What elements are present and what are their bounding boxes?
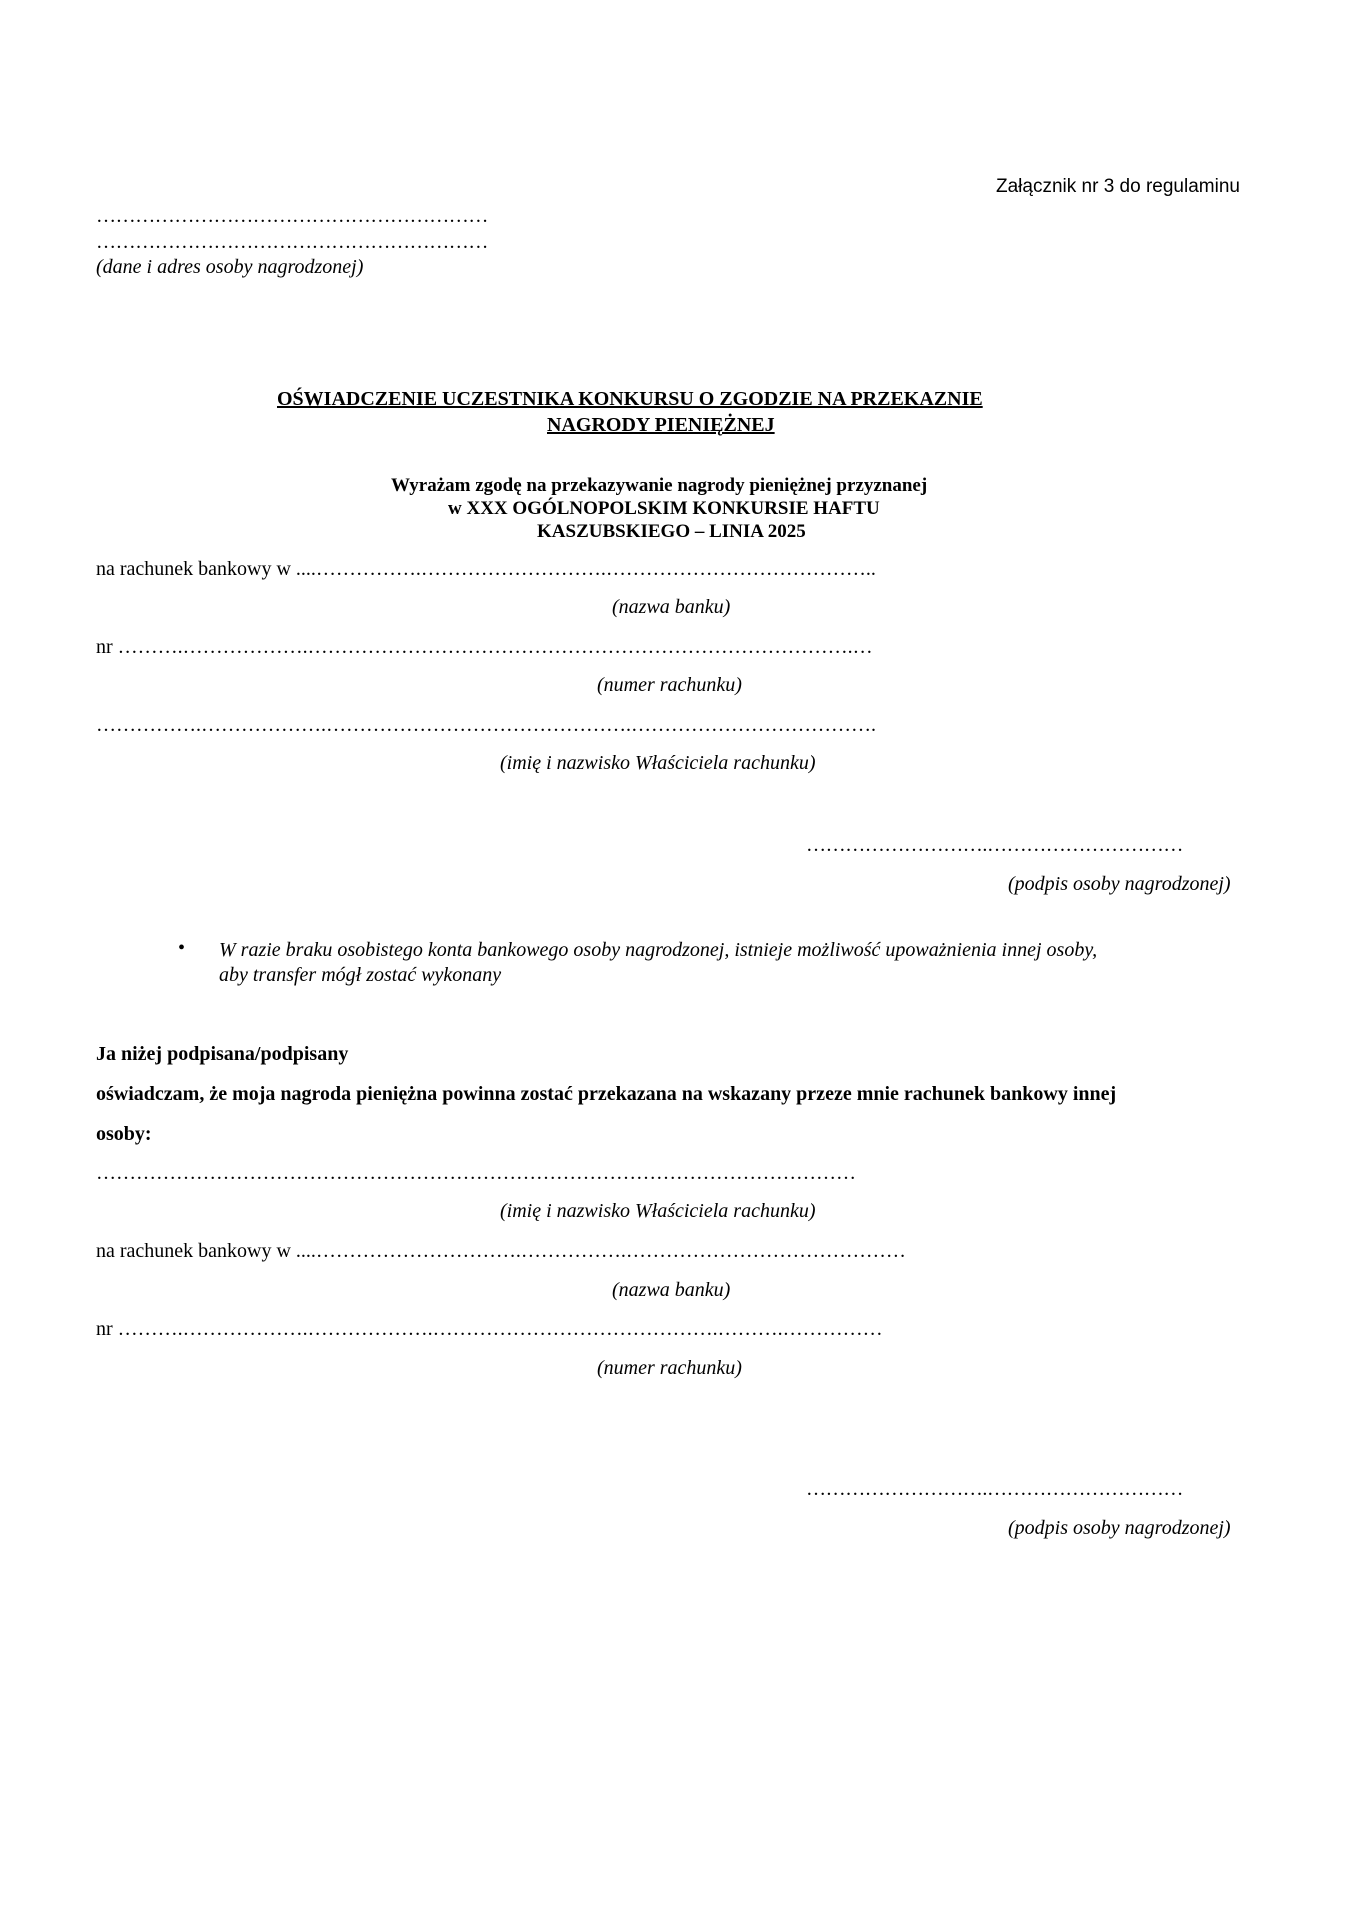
account-owner-field-1[interactable]: …………….……………….……………………………………….………………………………. (96, 714, 876, 736)
document-title-line-1: OŚWIADCZENIE UCZESTNIKA KONKURSU O ZGODZIE NA PRZEKAZNIE (277, 388, 983, 410)
consent-line-3: KASZUBSKIEGO – LINIA 2025 (537, 521, 806, 542)
bank-name-field-1[interactable]: na rachunek bankowy w ....…………….……………………….………………………………….. (96, 558, 876, 580)
bank-name-caption-2: (nazwa banku) (612, 1279, 731, 1301)
note-line-1: W razie braku osobistego konta bankowego osoby nagrodzonej, istnieje możliwość upoważnienia innej osoby, (219, 939, 1098, 961)
annex-label: Załącznik nr 3 do regulaminu (996, 176, 1240, 197)
signature-line-2[interactable]: ……………………….………………………… (806, 1478, 1184, 1500)
account-owner-caption-2: (imię i nazwisko Właściciela rachunku) (500, 1200, 816, 1222)
note-bullet: • (178, 937, 186, 959)
consent-line-2: w XXX OGÓLNOPOLSKIM KONKURSIE HAFTU (448, 498, 880, 519)
declaration-statement-line-2: osoby: (96, 1123, 152, 1145)
address-dots-line-1: …………………………………………………… (96, 205, 489, 227)
account-number-caption-1: (numer rachunku) (597, 674, 742, 696)
account-owner-field-2[interactable]: …………………………………………………………………………………………………… (96, 1162, 856, 1184)
address-caption: (dane i adres osoby nagrodzonej) (96, 256, 364, 278)
account-number-field-2[interactable]: nr ……….……………….……………….…………………………………….……….…………… (96, 1318, 883, 1340)
account-number-caption-2: (numer rachunku) (597, 1357, 742, 1379)
bank-name-caption-1: (nazwa banku) (612, 596, 731, 618)
bank-name-field-2[interactable]: na rachunek bankowy w ....………………………….…………….…………………………………… (96, 1240, 906, 1262)
account-owner-caption-1: (imię i nazwisko Właściciela rachunku) (500, 752, 816, 774)
declaration-intro: Ja niżej podpisana/podpisany (96, 1043, 349, 1065)
signature-line-1[interactable]: ……………………….………………………… (806, 834, 1184, 856)
note-line-2: aby transfer mógł zostać wykonany (219, 964, 502, 986)
address-dots-line-2: …………………………………………………… (96, 231, 489, 253)
consent-line-1: Wyrażam zgodę na przekazywanie nagrody pieniężnej przyznanej (391, 475, 928, 496)
signature-caption-1: (podpis osoby nagrodzonej) (1008, 873, 1231, 895)
document-title-line-2: NAGRODY PIENIĘŻNEJ (547, 414, 775, 436)
signature-caption-2: (podpis osoby nagrodzonej) (1008, 1517, 1231, 1539)
account-number-field-1[interactable]: nr ……….……………….……………………………………………………………………….… (96, 636, 873, 658)
declaration-statement-line-1: oświadczam, że moja nagroda pieniężna powinna zostać przekazana na wskazany przeze mnie rachunek bankowy innej (96, 1083, 1117, 1105)
